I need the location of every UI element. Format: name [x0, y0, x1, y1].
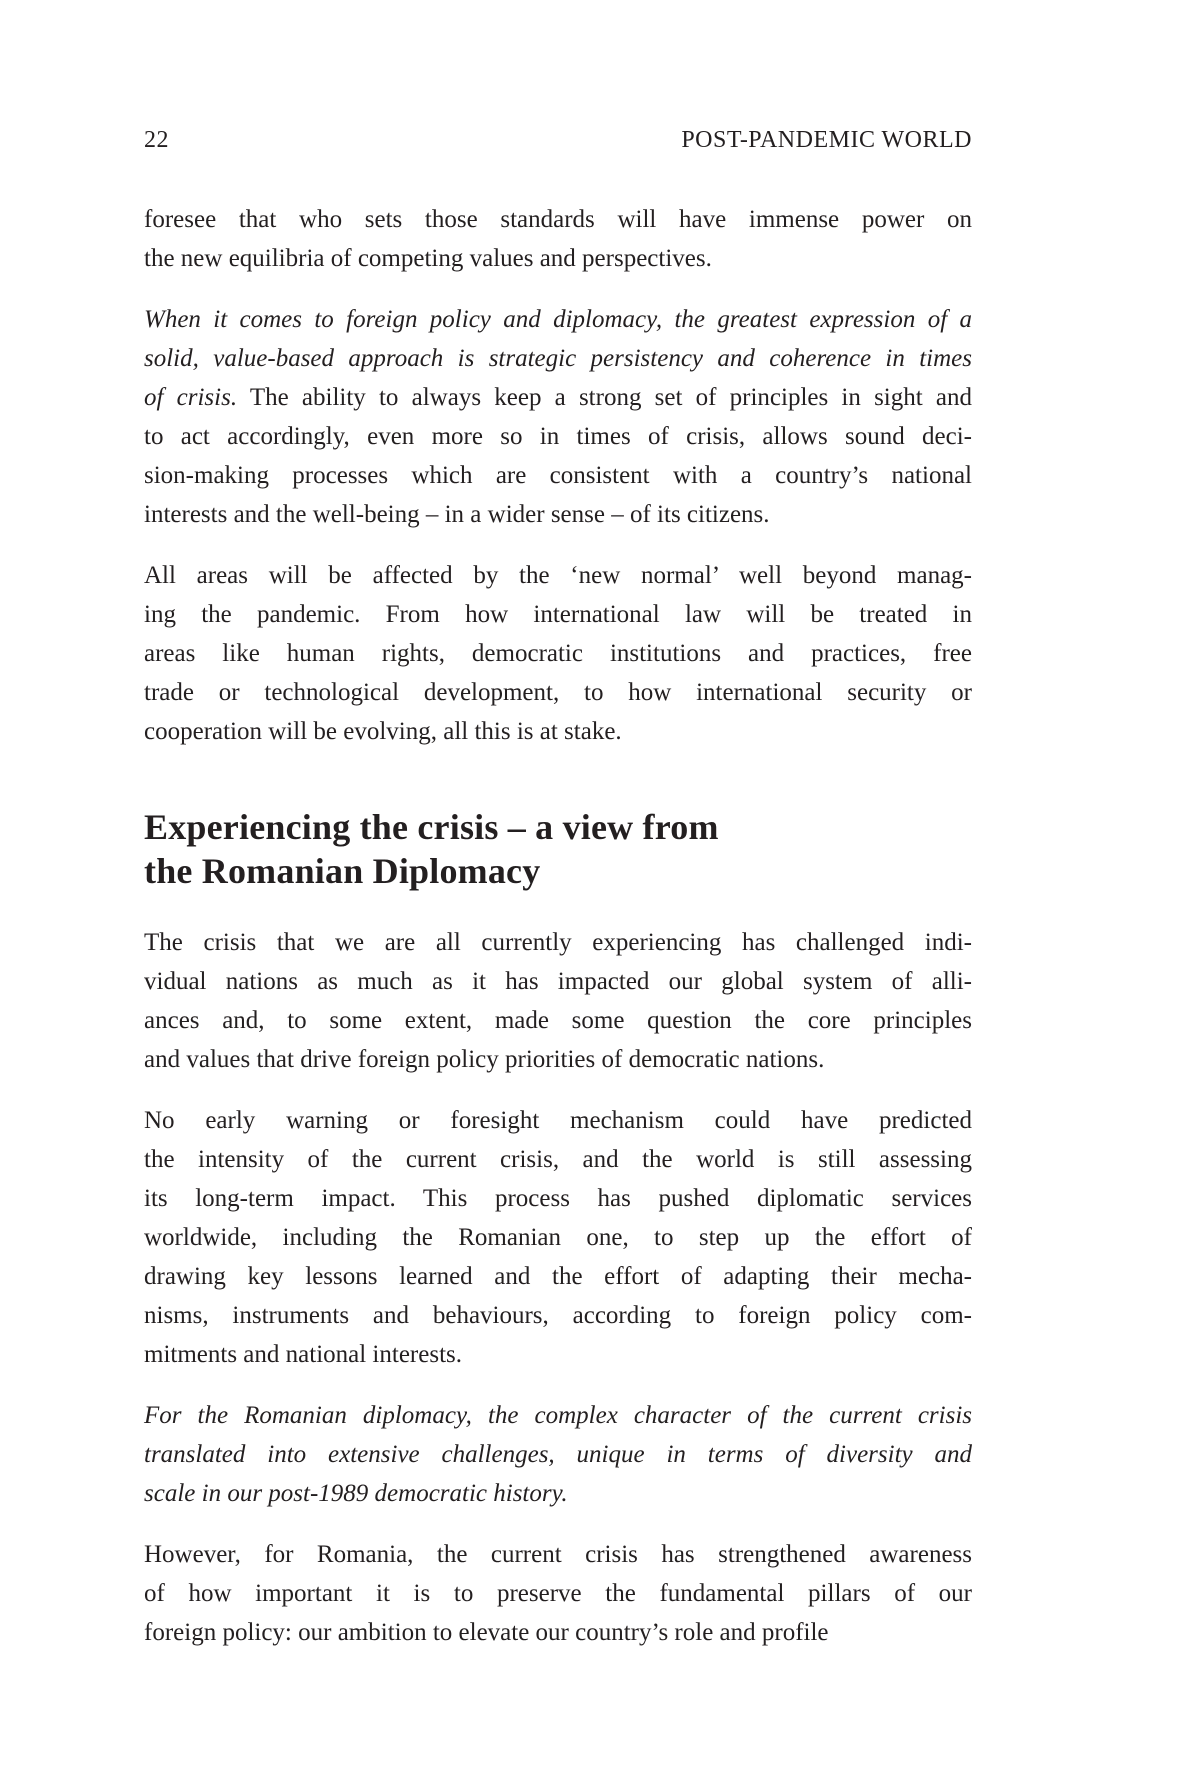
text-line [144, 200, 972, 239]
text-line [144, 1296, 972, 1335]
text-segment: foreign policy: our ambition to elevate our country’s role and profile [144, 1619, 829, 1646]
text-segment: solid, value-based approach is strategic persistency and coherence in times [144, 345, 972, 372]
text-segment: However, for Romania, the current crisis has strengthened awareness [144, 1541, 972, 1568]
text-segment: cooperation will be evolving, all this is at stake. [144, 718, 622, 745]
text-segment: the intensity of the current crisis, and the world is still assessing [144, 1146, 972, 1173]
running-head [144, 126, 972, 155]
text-segment: its long-term impact. This process has pushed diplomatic services [144, 1185, 972, 1212]
text-line [144, 1001, 972, 1040]
text-line [144, 1335, 972, 1374]
text-segment: trade or technological development, to how international security or [144, 679, 972, 706]
text-line [144, 1179, 972, 1218]
section-heading [144, 805, 972, 893]
text-line [144, 378, 972, 417]
text-line [144, 339, 972, 378]
text-line [144, 239, 972, 278]
text-line [144, 1040, 972, 1079]
text-segment: drawing key lessons learned and the effort of adapting their mecha- [144, 1263, 972, 1290]
text-segment: the new equilibria of competing values and perspectives. [144, 245, 712, 272]
text-line [144, 456, 972, 495]
paragraph [144, 556, 972, 751]
text-line [144, 1218, 972, 1257]
text-line [144, 1535, 972, 1574]
text-segment: scale in our post-1989 democratic history. [144, 1480, 568, 1507]
paragraph [144, 1535, 972, 1652]
text-segment: The ability to always keep a strong set of principles in sight and [237, 384, 972, 411]
heading-line: Experiencing the crisis – a view from [144, 807, 719, 847]
text-line [144, 1574, 972, 1613]
paragraph [144, 1396, 972, 1513]
text-line [144, 1613, 972, 1652]
text-segment: of crisis. [144, 384, 238, 411]
text-segment: to act accordingly, even more so in times of crisis, allows sound deci- [144, 423, 972, 450]
paragraph [144, 200, 972, 278]
text-line [144, 417, 972, 456]
paragraph [144, 1101, 972, 1374]
text-segment: ing the pandemic. From how international law will be treated in [144, 601, 972, 628]
text-segment: areas like human rights, democratic institutions and practices, free [144, 640, 972, 667]
body-column [144, 200, 972, 1674]
text-line [144, 962, 972, 1001]
text-segment: worldwide, including the Romanian one, to step up the effort of [144, 1224, 972, 1251]
text-segment: translated into extensive challenges, unique in terms of diversity and [144, 1441, 972, 1468]
text-segment: vidual nations as much as it has impacted our global system of alli- [144, 968, 972, 995]
text-line [144, 1140, 972, 1179]
text-segment: For the Romanian diplomacy, the complex character of the current crisis [144, 1402, 972, 1429]
paragraph [144, 923, 972, 1079]
heading-line: the Romanian Diplomacy [144, 851, 541, 891]
text-segment: foresee that who sets those standards will have immense power on [144, 206, 972, 233]
text-line [144, 1101, 972, 1140]
text-line [144, 495, 972, 534]
text-line [144, 1474, 972, 1513]
text-segment: No early warning or foresight mechanism could have predicted [144, 1107, 972, 1134]
text-segment: and values that drive foreign policy priorities of democratic nations. [144, 1046, 825, 1073]
text-line [144, 556, 972, 595]
text-line [144, 1257, 972, 1296]
text-line [144, 634, 972, 673]
text-segment: All areas will be affected by the ‘new normal’ well beyond manag- [144, 562, 972, 589]
text-segment: sion-making processes which are consistent with a country’s national [144, 462, 972, 489]
text-line [144, 300, 972, 339]
paragraph [144, 300, 972, 534]
text-segment: ances and, to some extent, made some question the core principles [144, 1007, 972, 1034]
text-line [144, 595, 972, 634]
text-segment: When it comes to foreign policy and diplomacy, the greatest expression of a [144, 306, 972, 333]
text-line [144, 1396, 972, 1435]
page-number: 22 [144, 127, 169, 153]
text-segment: mitments and national interests. [144, 1341, 462, 1368]
text-segment: nisms, instruments and behaviours, according to foreign policy com- [144, 1302, 972, 1329]
text-line [144, 923, 972, 962]
running-title: POST-PANDEMIC WORLD [681, 127, 972, 153]
text-segment: of how important it is to preserve the fundamental pillars of our [144, 1580, 972, 1607]
text-segment: interests and the well-being – in a wider sense – of its citizens. [144, 501, 770, 528]
text-line [144, 712, 972, 751]
text-line [144, 673, 972, 712]
text-segment: The crisis that we are all currently experiencing has challenged indi- [144, 929, 972, 956]
text-line [144, 1435, 972, 1474]
